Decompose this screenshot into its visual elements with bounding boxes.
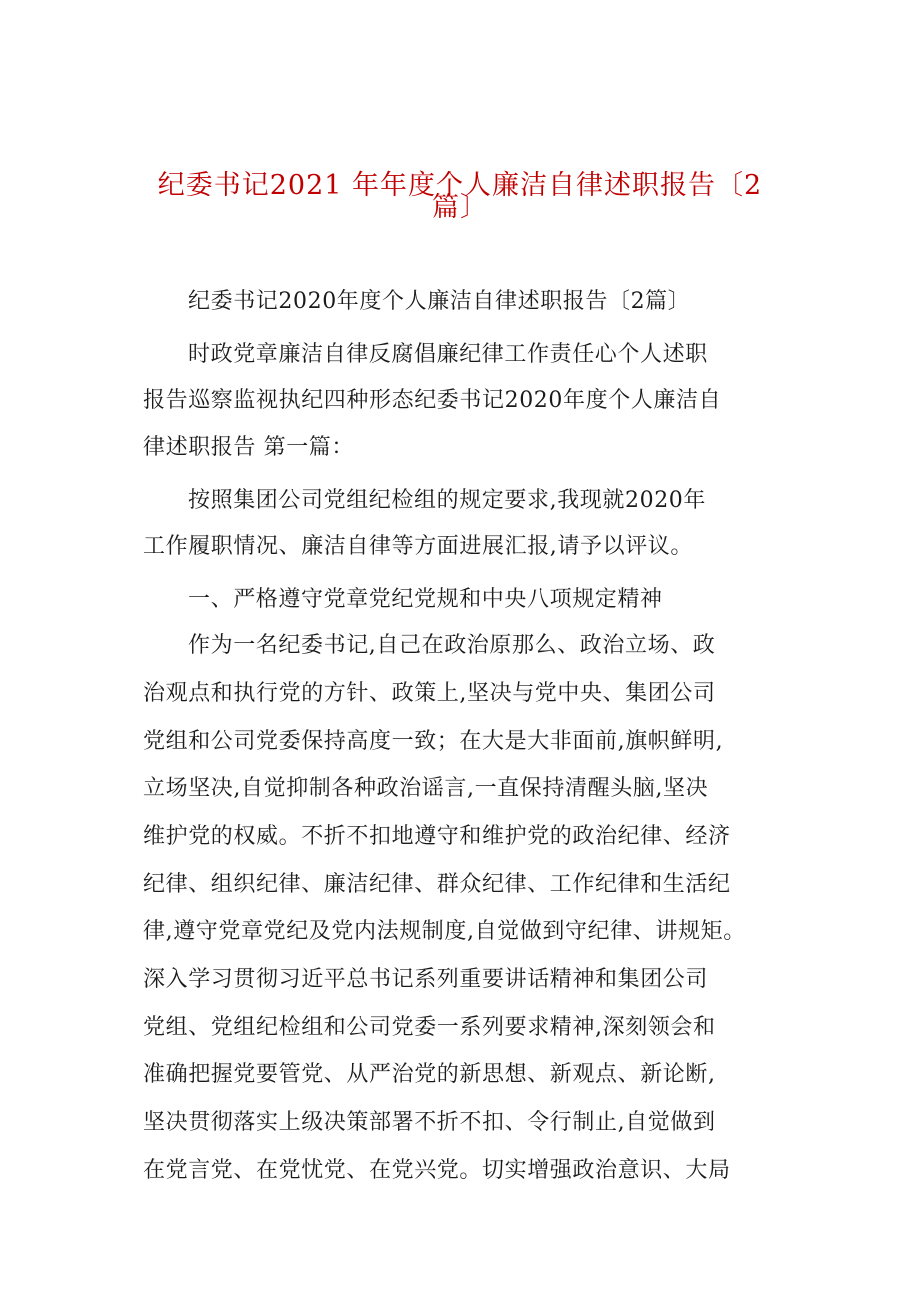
section-heading: 一、严格遵守党章党纪党规和中央八项规定精神: [188, 587, 663, 612]
body-line: 立场坚决,自觉抑制各种政治谣言,一直保持清醒头脑,坚决: [143, 776, 709, 801]
body-line: 律,遵守党章党纪及党内法规制度,自觉做到守纪律、讲规矩。: [143, 919, 746, 944]
body-line: 时政党章廉洁自律反腐倡廉纪律工作责任心个人述职: [188, 342, 708, 367]
body-line: 工作履职情况、廉洁自律等方面进展汇报,请予以评议。: [143, 534, 693, 559]
body-line: 党组和公司党委保持高度一致；在大是大非面前,旗帜鲜明,: [143, 729, 724, 754]
body-line: 坚决贯彻落实上级决策部署不折不扣、令行制止,自觉做到: [143, 1110, 716, 1135]
body-line: 准确把握党要管党、从严治党的新思想、新观点、新论断,: [143, 1062, 716, 1087]
subtitle-line: 纪委书记2020年度个人廉洁自律述职报告〔2篇〕: [188, 289, 691, 314]
body-line: 维护党的权威。不折不扣地遵守和维护党的政治纪律、经济: [143, 824, 731, 849]
body-line: 按照集团公司党组纪检组的规定要求,我现就2020年: [188, 488, 706, 513]
document-title-line-1: 纪委书记2021 年年度个人廉洁自律述职报告〔2: [157, 170, 763, 201]
body-line: 深入学习贯彻习近平总书记系列重要讲话精神和集团公司: [143, 967, 709, 992]
body-line: 报告巡察监视执纪四种形态纪委书记2020年度个人廉洁自: [143, 388, 722, 413]
body-line: 律述职报告 第一篇：: [143, 435, 354, 460]
body-line: 在党言党、在党忧党、在党兴党。切实增强政治意识、大局: [143, 1158, 731, 1183]
document-title-line-2: 篇〕: [432, 192, 488, 223]
body-line: 治观点和执行党的方针、政策上,坚决与党中央、集团公司: [143, 681, 716, 706]
body-line: 党组、党组纪检组和公司党委一系列要求精神,深刻领会和: [143, 1015, 716, 1040]
body-line: 作为一名纪委书记,自己在政治原那么、政治立场、政: [188, 633, 716, 658]
body-line: 纪律、组织纪律、廉洁纪律、群众纪律、工作纪律和生活纪: [143, 872, 731, 897]
